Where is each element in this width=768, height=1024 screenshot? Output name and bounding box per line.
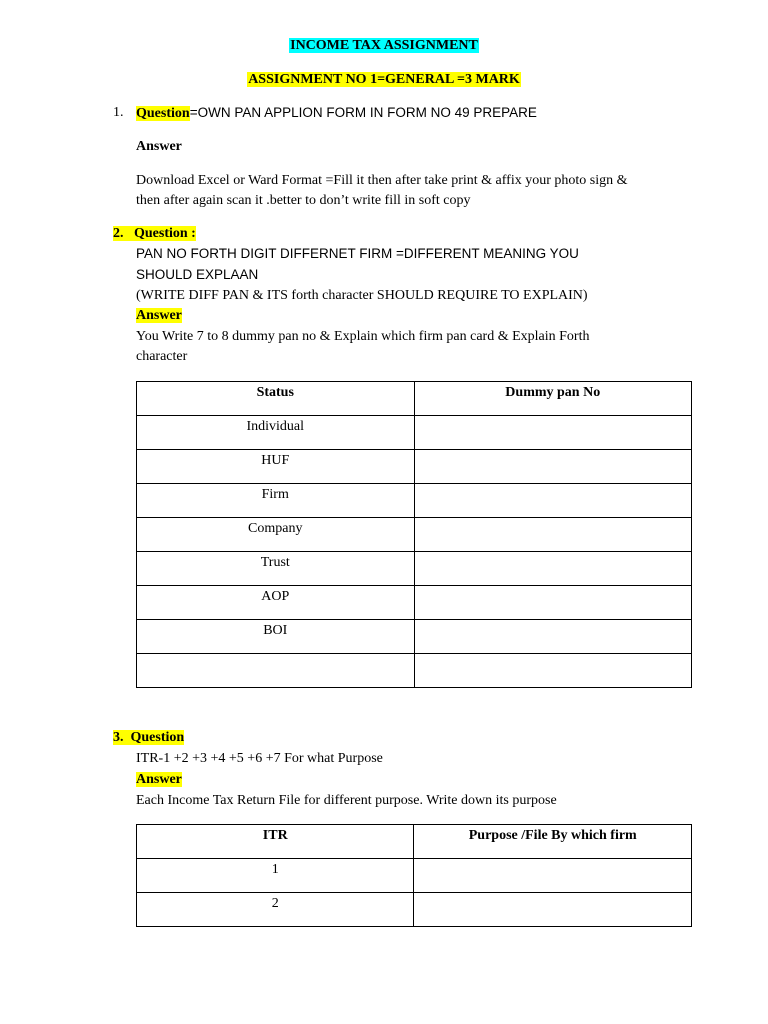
dummy-pan-header: Dummy pan No: [414, 382, 692, 416]
q2-line-1: PAN NO FORTH DIGIT DIFFERNET FIRM =DIFFERENT MEANING YOU: [136, 246, 579, 261]
assignment-heading: ASSIGNMENT NO 1=GENERAL =3 MARK: [248, 72, 520, 87]
q2-question-label: Question :: [134, 226, 196, 241]
itr-cell: 2: [137, 893, 414, 927]
purpose-cell: [414, 859, 692, 893]
q3-question: [113, 728, 184, 748]
status-cell: Company: [137, 518, 415, 552]
q1-number: 1.: [113, 105, 124, 120]
dummy-pan-cell: [414, 552, 692, 586]
q2-answer-label: Answer: [136, 308, 182, 323]
q3-question-label: Question: [130, 730, 185, 745]
q1-question: [136, 103, 537, 124]
dummy-pan-cell: [414, 586, 692, 620]
q3-question-text: ITR-1 +2 +3 +4 +5 +6 +7 For what Purpose: [136, 751, 383, 766]
status-header: Status: [137, 382, 415, 416]
table-row: [137, 586, 692, 620]
q2-answer-line-2: character: [136, 349, 188, 364]
itr-header: ITR: [137, 825, 414, 859]
status-cell: AOP: [137, 586, 415, 620]
q1-answer-label: Answer: [136, 139, 182, 154]
q2-line-3: (WRITE DIFF PAN & ITS forth character SHOULD REQUIRE TO EXPLAIN): [136, 288, 588, 303]
table-row: [137, 552, 692, 586]
q2-answer-line-1: You Write 7 to 8 dummy pan no & Explain which firm pan card & Explain Forth: [136, 329, 590, 344]
q2-question: [113, 224, 196, 244]
dummy-pan-cell: [414, 484, 692, 518]
table-row: [137, 416, 692, 450]
itr-cell: 1: [137, 859, 414, 893]
table-row: [137, 620, 692, 654]
status-cell: HUF: [137, 450, 415, 484]
purpose-cell: [414, 893, 692, 927]
status-cell: [137, 654, 415, 688]
table-header-row: [137, 825, 692, 859]
dummy-pan-cell: [414, 654, 692, 688]
dummy-pan-cell: [414, 416, 692, 450]
table-header-row: [137, 382, 692, 416]
table-row: [137, 859, 692, 893]
table-row: [137, 654, 692, 688]
q3-number: 3.: [113, 730, 124, 745]
table-row: [137, 450, 692, 484]
q3-answer-label: Answer: [136, 772, 182, 787]
q1-question-label: Question: [136, 106, 190, 121]
status-cell: Trust: [137, 552, 415, 586]
q1-answer-line-2: then after again scan it .better to don’t write fill in soft copy: [136, 193, 471, 208]
dummy-pan-cell: [414, 518, 692, 552]
status-cell: Individual: [137, 416, 415, 450]
q2-number: 2.: [113, 226, 124, 241]
table-row: [137, 893, 692, 927]
q1-answer-line-1: Download Excel or Ward Format =Fill it then after take print & affix your photo sign &: [136, 173, 628, 188]
itr-table: [136, 824, 692, 927]
q3-answer-text: Each Income Tax Return File for different purpose. Write down its purpose: [136, 793, 557, 808]
document-title: INCOME TAX ASSIGNMENT: [290, 38, 478, 53]
table-row: [137, 518, 692, 552]
dummy-pan-cell: [414, 620, 692, 654]
q2-line-2: SHOULD EXPLAAN: [136, 267, 259, 282]
purpose-header: Purpose /File By which firm: [414, 825, 692, 859]
status-cell: Firm: [137, 484, 415, 518]
pan-status-table: [136, 381, 692, 688]
status-cell: BOI: [137, 620, 415, 654]
table-row: [137, 484, 692, 518]
dummy-pan-cell: [414, 450, 692, 484]
q1-question-text: =OWN PAN APPLION FORM IN FORM NO 49 PREPARE: [189, 105, 537, 120]
